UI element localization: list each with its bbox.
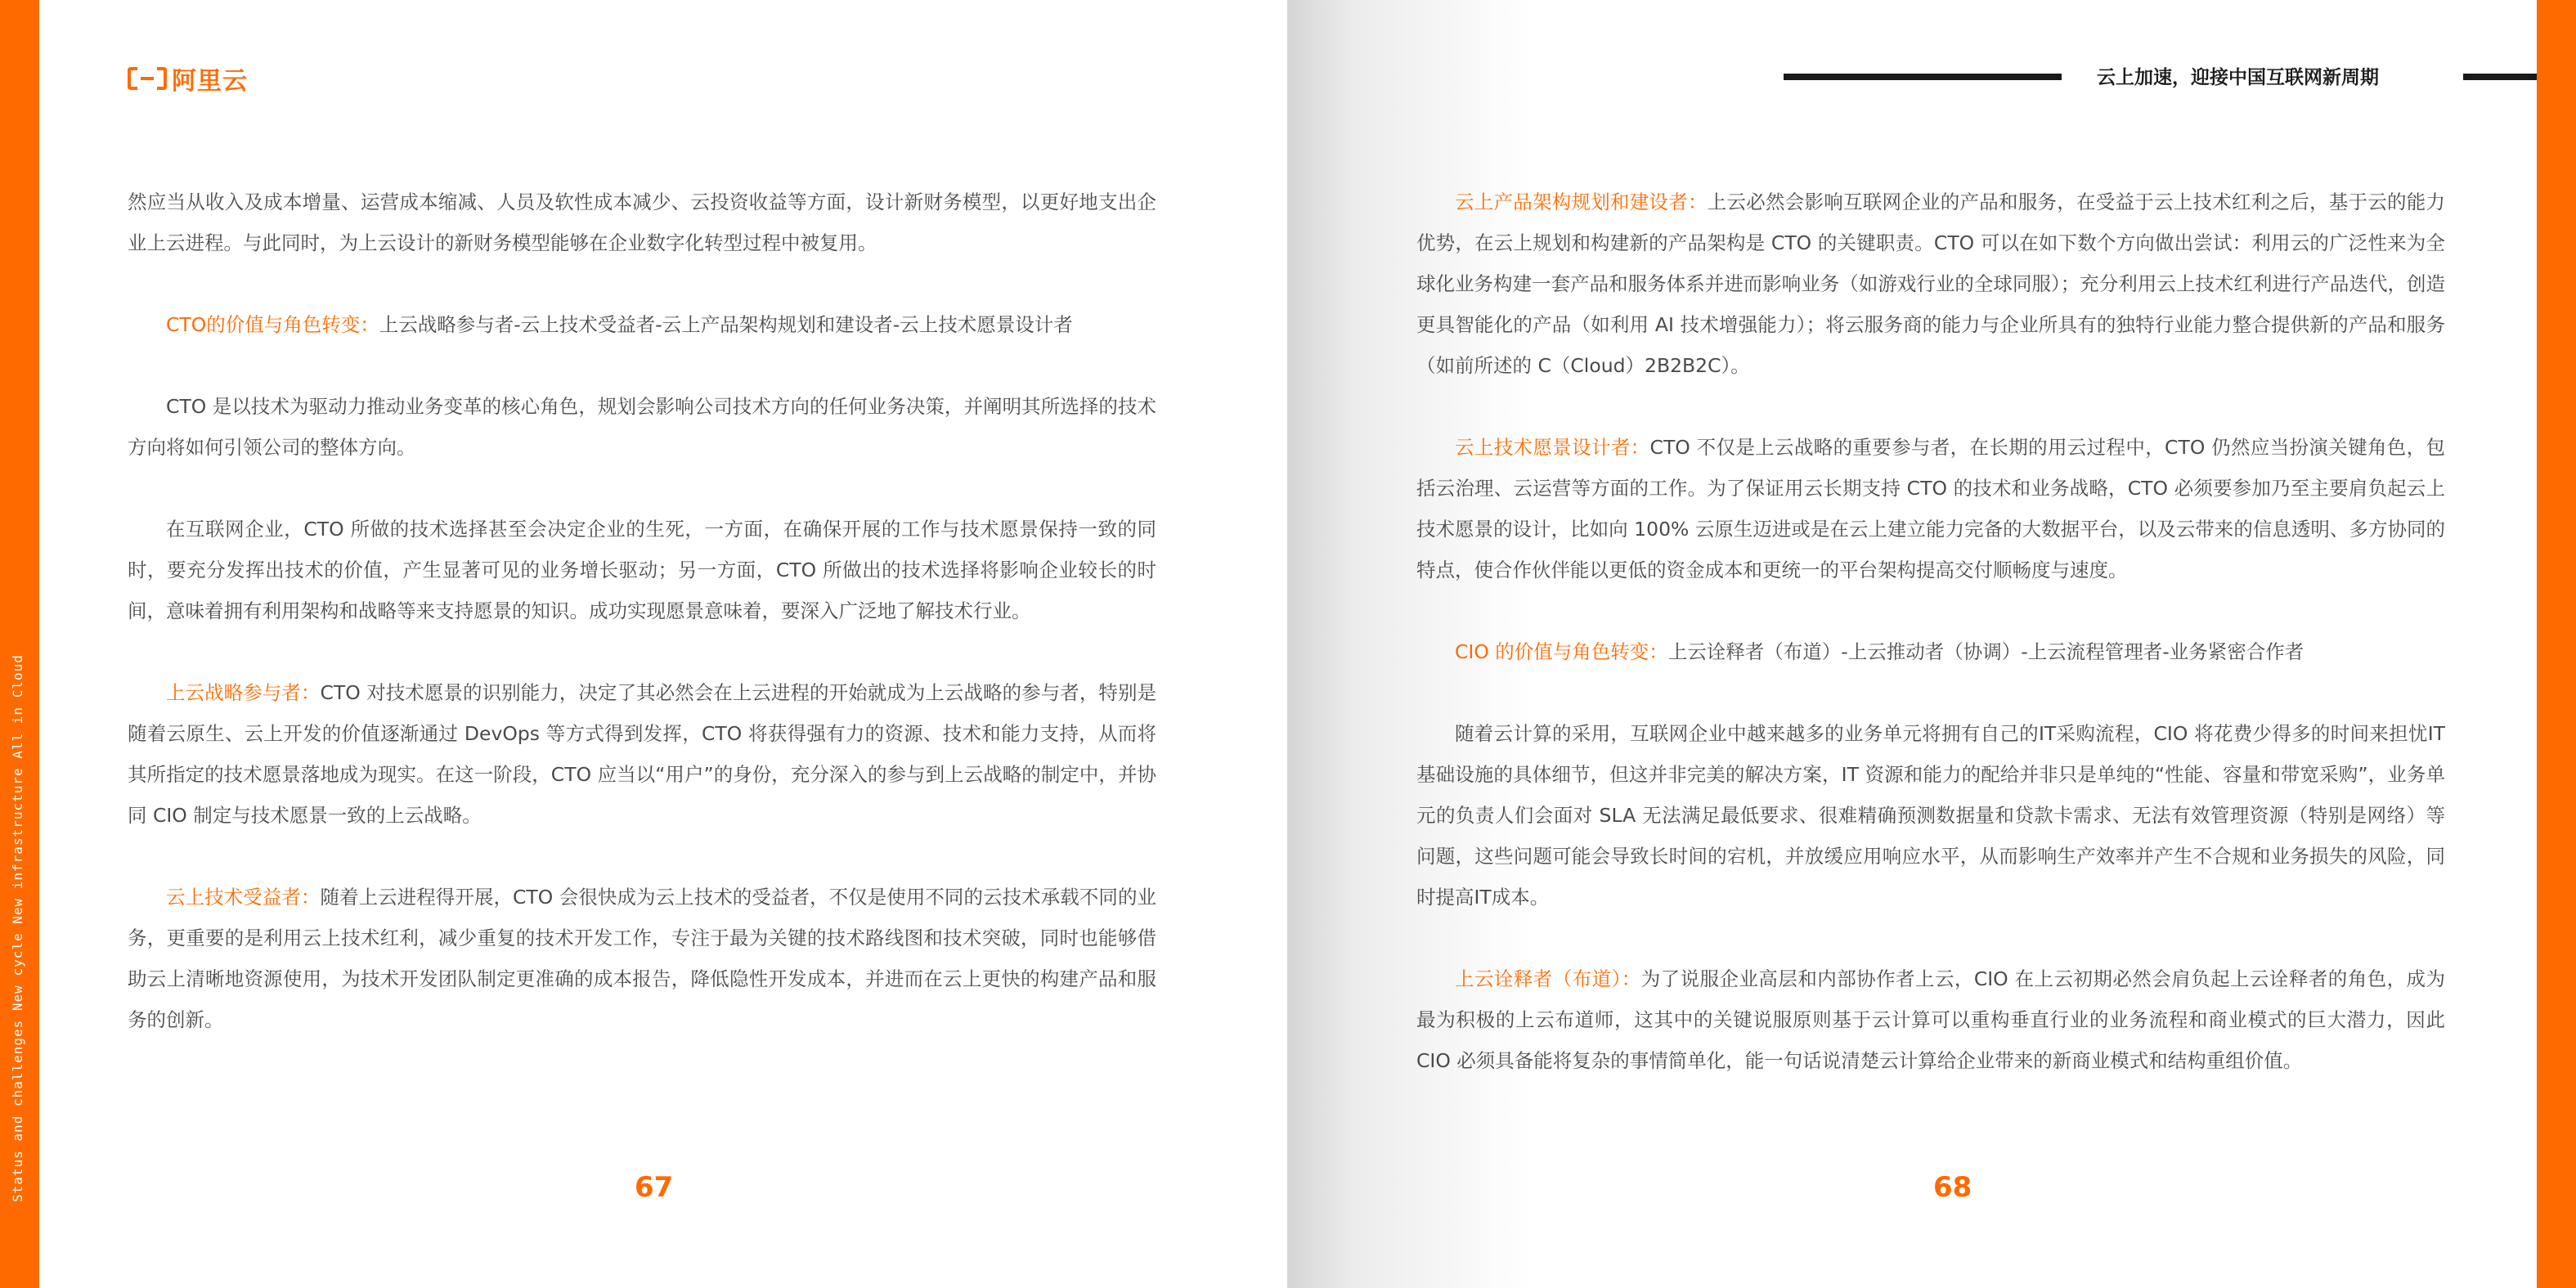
left-orange-band <box>0 0 39 1288</box>
paragraph-text: CTO 对技术愿景的识别能力，决定了其必然会在上云进程的开始就成为上云战略的参与者，特别是随着云原生、云上开发的价值逐渐通过 DevOps 等方式得到发挥，CTO 将获得强有力的资源、技术和能力支持，从而将其所指定的技术愿景落地成为现实。在这一阶段，CTO 应当以“用户”的身份，充分深入的参与到上云战略的制定中，并协同 CIO 制定与技术愿景一致的上云战略。 <box>128 681 1156 827</box>
page-right <box>1287 0 2537 1288</box>
page-right-content <box>1416 182 2445 1122</box>
header-title: 云上加速，迎接中国互联网新周期 <box>2097 67 2379 88</box>
page-left-content <box>128 182 1156 1081</box>
side-caption: Status and challenges New cycle New infrastructure All in Cloud <box>10 654 25 1202</box>
right-orange-band <box>2537 0 2576 1288</box>
highlight-label: 上云诠释者（布道）： <box>1455 967 1641 990</box>
highlight-label: 云上产品架构规划和建设者： <box>1455 191 1708 213</box>
paragraph-text: 随着上云进程得开展，CTO 会很快成为云上技术的受益者，不仅是使用不同的云技术承载不同的业务，更重要的是利用云上技术红利，减少重复的技术开发工作，专注于最为关键的技术路线图和技术突破，同时也能够借助云上清晰地资源使用，为技术开发团队制定更准确的成本报告，降低隐性开发成本，并进而在云上更快的构建产品和服务的创新。 <box>128 886 1156 1031</box>
paragraph: 随着云计算的采用，互联网企业中越来越多的业务单元将拥有自己的IT采购流程，CIO 将花费少得多的时间来担忧IT基础设施的具体细节，但这并非完美的解决方案，IT 资源和能力的配给并非只是单纯的“性能、容量和带宽采购”，业务单元的负责人们会面对 SLA 无法满足最低要求、很难精确预测数据量和贷款卡需求、无法有效管理资源（特别是网络）等问题，这些问题可能会导致长时间的宕机，并放缓应用响应水平，从而影响生产效率并产生不合规和业务损失的风险，同时提高IT成本。 <box>1416 722 2445 909</box>
highlight-label: 上云战略参与者： <box>166 681 321 704</box>
paragraph <box>1416 631 2445 672</box>
paragraph <box>128 304 1156 345</box>
paragraph-text: CTO 不仅是上云战略的重要参与者，在长期的用云过程中，CTO 仍然应当扮演关键角色，包括云治理、云运营等方面的工作。为了保证用云长期支持 CTO 的技术和业务战略，CTO 必须要参加乃至主要肩负起云上技术愿景的设计，比如向 100% 云原生迈进或是在云上建立能力完备的大数据平台，以及云带来的信息透明、多方协同的特点，使合作伙伴能以更低的资金成本和更统一的平台架构提高交付顺畅度与速度。 <box>1416 436 2446 581</box>
page-number-left: 67 <box>635 1171 674 1204</box>
aliyun-logo-text: 阿里云 <box>172 67 248 96</box>
page-left <box>39 0 1287 1288</box>
aliyun-logo-icon <box>128 67 167 90</box>
paragraph <box>128 672 1156 836</box>
highlight-label: CIO 的价值与角色转变： <box>1455 640 1668 663</box>
paragraph <box>1416 958 2445 1081</box>
aliyun-logo <box>128 61 248 96</box>
highlight-label: 云上技术愿景设计者： <box>1455 436 1650 459</box>
paragraph <box>128 877 1156 1040</box>
paragraph-text: 上云战略参与者-云上技术受益者-云上产品架构规划和建设者-云上技术愿景设计者 <box>379 313 1073 336</box>
paragraph <box>1416 182 2445 386</box>
header-rule <box>2463 74 2537 80</box>
paragraph-text: 上云必然会影响互联网企业的产品和服务，在受益于云上技术红利之后，基于云的能力优势，在云上规划和构建新的产品架构是 CTO 的关键职责。CTO 可以在如下数个方向做出尝试：利用云的广泛性来为全球化业务构建一套产品和服务体系并进而影响业务（如游戏行业的全球同服）；充分利用云上技术红利进行产品迭代，创造更具智能化的产品（如利用 AI 技术增强能力）；将云服务商的能力与企业所具有的独特行业能力整合提供新的产品和服务（如前所述的 C（Cloud）2B2B2C）。 <box>1416 191 2445 377</box>
paragraph-text: 上云诠释者（布道）-上云推动者（协调）-上云流程管理者-业务紧密合作者 <box>1667 640 2304 663</box>
highlight-label: CTO的价值与角色转变： <box>166 313 379 336</box>
paragraph-text: 为了说服企业高层和内部协作者上云，CIO 在上云初期必然会肩负起上云诠释者的角色，成为最为积极的上云布道师，这其中的关键说服原则基于云计算可以重构垂直行业的业务流程和商业模式的巨大潜力，因此 CIO 必须具备能将复杂的事情简单化，能一句话说清楚云计算给企业带来的新商业模式和结构重组价值。 <box>1416 967 2446 1072</box>
paragraph <box>1416 427 2445 590</box>
paragraph: 然应当从收入及成本增量、运营成本缩减、人员及软性成本减少、云投资收益等方面，设计新财务模型，以更好地支出企业上云进程。与此同时，为上云设计的新财务模型能够在企业数字化转型过程中被复用。 <box>128 191 1156 254</box>
paragraph: 在互联网企业，CTO 所做的技术选择甚至会决定企业的生死，一方面，在确保开展的工作与技术愿景保持一致的同时，要充分发挥出技术的价值，产生显著可见的业务增长驱动；另一方面，CTO 所做出的技术选择将影响企业较长的时间，意味着拥有利用架构和战略等来支持愿景的知识。成功实现愿景意味着，要深入广泛地了解技术行业。 <box>128 518 1156 622</box>
page-number-right: 68 <box>1933 1171 1972 1204</box>
paragraph: CTO 是以技术为驱动力推动业务变革的核心角色，规划会影响公司技术方向的任何业务决策，并阐明其所选择的技术方向将如何引领公司的整体方向。 <box>128 395 1156 459</box>
highlight-label: 云上技术受益者： <box>166 886 321 909</box>
header-rule <box>1784 74 2062 80</box>
